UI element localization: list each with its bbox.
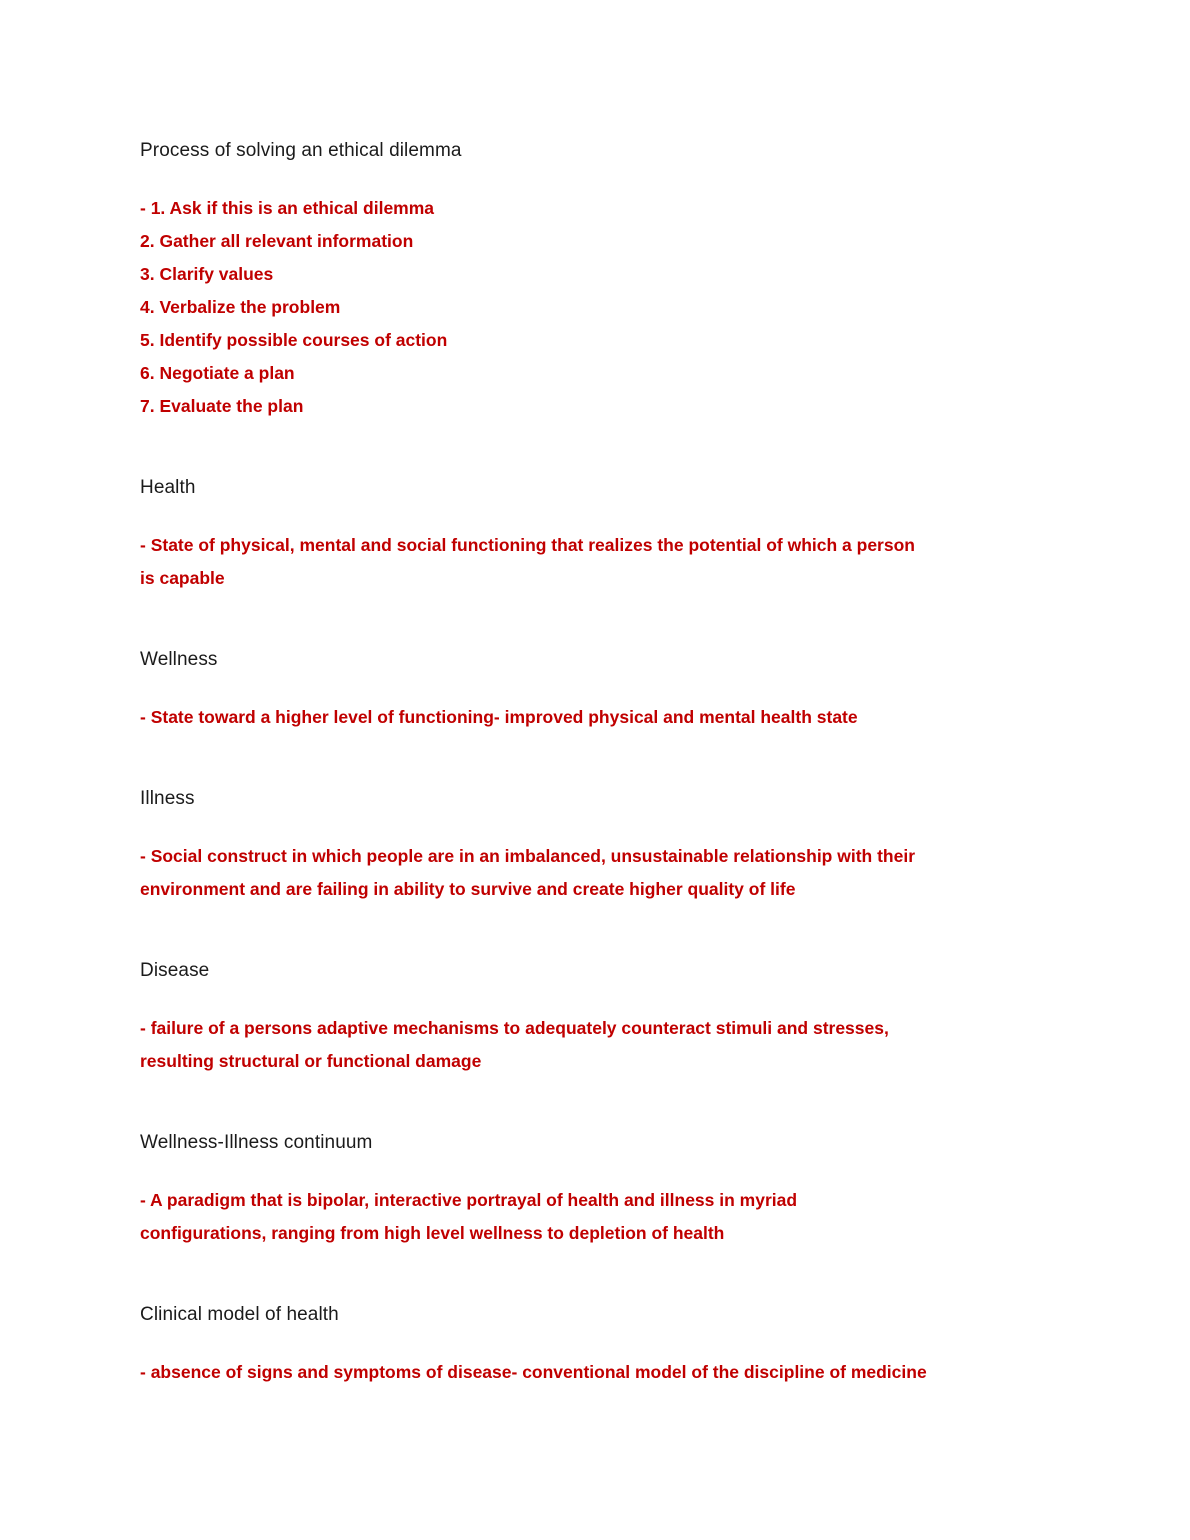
definition-line: 4. Verbalize the problem <box>140 297 341 317</box>
definition-line: resulting structural or functional damage <box>140 1051 482 1071</box>
definition-line: - failure of a persons adaptive mechanisms to adequately counteract stimuli and stresses, <box>140 1018 889 1038</box>
definition-line: 5. Identify possible courses of action <box>140 330 448 350</box>
definition-line: - absence of signs and symptoms of disease- conventional model of the discipline of medicine <box>140 1362 927 1382</box>
term-heading: Wellness-Illness continuum <box>140 1132 373 1153</box>
definition-text <box>140 1356 1050 1389</box>
definition-line: 3. Clarify values <box>140 264 274 284</box>
section-wellness-illness-continuum <box>140 1130 1050 1250</box>
term-heading: Clinical model of health <box>140 1304 339 1325</box>
term-heading: Health <box>140 477 196 498</box>
term-heading: Process of solving an ethical dilemma <box>140 140 462 161</box>
definition-line: configurations, ranging from high level wellness to depletion of health <box>140 1223 725 1243</box>
term-heading: Wellness <box>140 649 218 670</box>
definition-text <box>140 1012 1050 1078</box>
definition-text <box>140 701 1050 734</box>
definition-line: - A paradigm that is bipolar, interactive portrayal of health and illness in myriad <box>140 1190 798 1210</box>
section-health <box>140 475 1050 595</box>
section-clinical-model-of-health <box>140 1302 1050 1389</box>
section-wellness <box>140 647 1050 734</box>
definition-line: - State of physical, mental and social functioning that realizes the potential of which a person <box>140 535 915 555</box>
definition-line: - 1. Ask if this is an ethical dilemma <box>140 198 435 218</box>
term-heading: Disease <box>140 960 210 981</box>
definition-text <box>140 192 1050 423</box>
section-illness <box>140 786 1050 906</box>
definition-text <box>140 840 1050 906</box>
definition-line: 6. Negotiate a plan <box>140 363 295 383</box>
section-disease <box>140 958 1050 1078</box>
definition-line: - Social construct in which people are in an imbalanced, unsustainable relationship with their <box>140 846 916 866</box>
definition-line: environment and are failing in ability to survive and create higher quality of life <box>140 879 796 899</box>
definition-line: - State toward a higher level of functioning- improved physical and mental health state <box>140 707 858 727</box>
definition-line: 7. Evaluate the plan <box>140 396 304 416</box>
section-ethical-dilemma-process <box>140 138 1050 423</box>
definition-line: is capable <box>140 568 225 588</box>
definition-text <box>140 529 1050 595</box>
definition-text <box>140 1184 1050 1250</box>
definition-line: 2. Gather all relevant information <box>140 231 414 251</box>
term-heading: Illness <box>140 788 195 809</box>
